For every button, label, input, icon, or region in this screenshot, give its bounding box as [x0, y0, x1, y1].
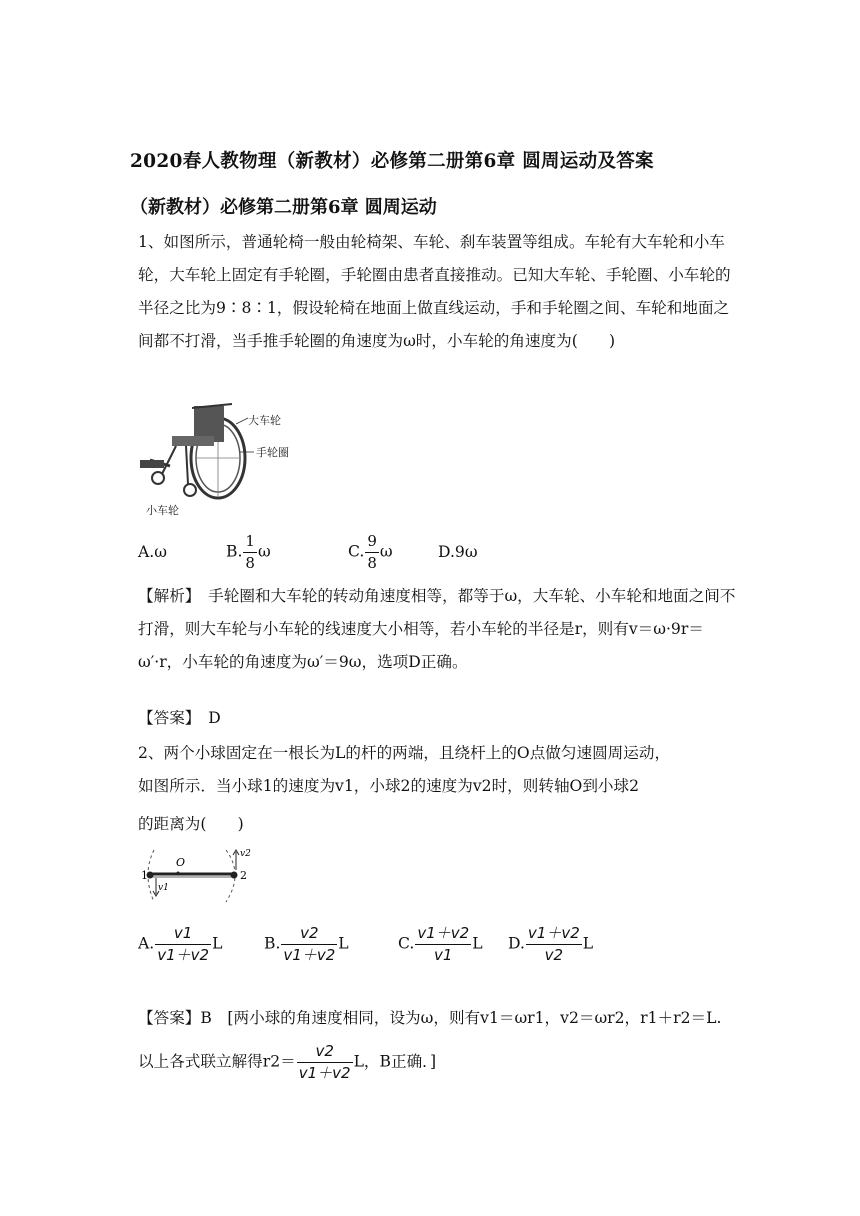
q1-text: 1、如图所示，普通轮椅一般由轮椅架、车轮、刹车装置等组成。车轮有大车轮和小车轮，大车轮上固定有手轮圈，手轮圈由患者直接推动。已知大车轮、手轮圈、小车轮的半径之比为9∶8∶1，假设轮椅在地面上做直线运动，手和手轮圈之间、车轮和地面之间都不打滑，当手推手轮圈的角速度为ω时，小车轮的角速度为( ) — [138, 233, 731, 350]
q2-line-1: 2、两个小球固定在一根长为L的杆的两端，且绕杆上的O点做匀速圆周运动， — [138, 744, 671, 762]
seat-shape — [172, 436, 214, 446]
q1-answer: 【答案】 D — [138, 709, 221, 727]
q2-option-a: A. $\frac{v1}{v1+v2}$ L — [138, 924, 223, 964]
label-v1: v1 — [158, 883, 169, 893]
q1-option-a: A.ω — [138, 543, 167, 561]
q1-option-c: C. $\frac{9}{8}$ ω — [348, 532, 393, 572]
q2-option-d: D. $\frac{v1+v2}{v2}$ L — [508, 924, 594, 964]
section-subtitle: （新教材）必修第二册第6章 圆周运动 — [130, 197, 437, 218]
q2-answer-line-2: 以上各式联立解得r2＝ $\frac{v2}{v1+v2}$ L，B正确．] — [138, 1042, 437, 1082]
axis-o-point — [177, 872, 180, 875]
small-wheel-shape — [152, 472, 164, 484]
footrest-shape — [140, 460, 164, 468]
q2-line-3: 的距离为( ) — [138, 815, 244, 833]
label-ball-2: 2 — [240, 869, 247, 882]
wheelchair-figure — [136, 396, 296, 520]
q2-line-2: 如图所示．当小球1的速度为v1，小球2的速度为v2时，则转轴O到小球2 — [138, 777, 640, 795]
q1-analysis: 【解析】 手轮圈和大车轮的转动角速度相等，都等于ω，大车轮、小车轮和地面之间不打滑，则大车轮与小车轮的线速度大小相等，若小车轮的半径是r，则有v＝ω·9r＝ω′·r，小车轮的角速度为ω′＝9ω，选项D正确。 — [138, 587, 736, 671]
label-hand-rim: 手轮圈 — [256, 446, 289, 459]
label-small-wheel: 小车轮 — [146, 504, 179, 517]
ball-2-shape — [231, 872, 238, 879]
q2-option-c: C. $\frac{v1+v2}{v1}$ L — [398, 924, 483, 964]
label-big-wheel: 大车轮 — [248, 414, 281, 427]
analysis-tag: 【解析】 — [138, 587, 193, 605]
rod-figure — [140, 842, 260, 912]
answer-tag: 【答案】 — [138, 709, 193, 727]
label-v2: v2 — [240, 849, 251, 859]
label-ball-1: 1 — [141, 869, 148, 882]
q2-answer-line-1: 【答案】B [两小球的角速度相同，设为ω，则有v1＝ωr1，v2＝ωr2，r1＋r2＝L. — [138, 1009, 722, 1027]
q1-option-b: B. $\frac{1}{8}$ ω — [226, 532, 271, 572]
document-title: 2020春人教物理（新教材）必修第二册第6章 圆周运动及答案 — [130, 151, 654, 172]
q2-option-b: B. $\frac{v2}{v1+v2}$ L — [264, 924, 349, 964]
label-o: O — [176, 856, 186, 869]
q1-option-d: D.9ω — [438, 543, 478, 561]
